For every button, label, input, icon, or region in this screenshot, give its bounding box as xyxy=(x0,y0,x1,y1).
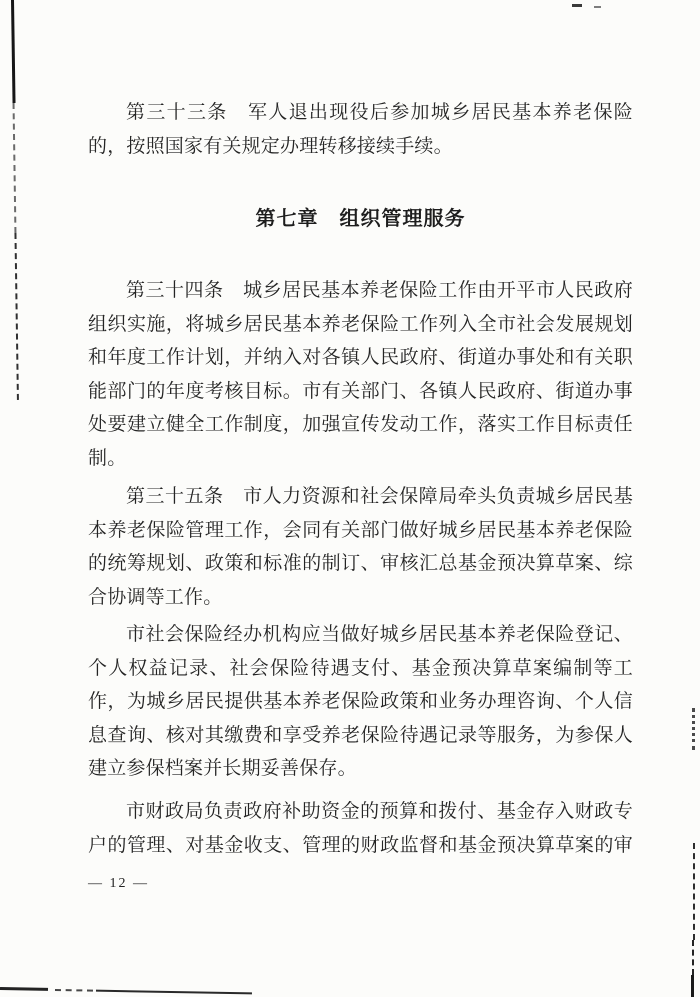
text-line: 能部门的年度考核目标。市有关部门、各镇人民政府、街道办事 xyxy=(88,380,633,402)
text-line: 合协调等工作。 xyxy=(88,586,223,608)
paragraph xyxy=(88,96,633,163)
paragraph xyxy=(88,618,633,786)
scan-artifact-right-edge-dots xyxy=(692,708,695,750)
text-line: 组织实施，将城乡居民基本养老保险工作列入全市社会发展规划 xyxy=(88,313,633,335)
scan-artifact-top-right-dash xyxy=(594,6,601,8)
text-line: 和年度工作计划，并纳入对各镇人民政府、街道办事处和有关职 xyxy=(88,347,633,368)
text-line: 处要建立健全工作制度，加强宣传发动工作，落实工作目标责任 xyxy=(88,414,633,435)
paragraph xyxy=(88,274,633,475)
text-line: 第七章 组织管理服务 xyxy=(255,208,466,230)
text-line: 第三十四条 城乡居民基本养老保险工作由开平市人民政府 xyxy=(126,280,633,301)
text-line: 的统筹规划、政策和标准的制订、审核汇总基金预决算草案、综 xyxy=(88,553,633,574)
scan-artifact-right-edge-line xyxy=(691,975,694,997)
text-line: 市社会保险经办机构应当做好城乡居民基本养老保险登记、 xyxy=(126,624,633,645)
text-line: 户的管理、对基金收支、管理的财政监督和基金预决算草案的审 xyxy=(88,834,633,856)
paragraph xyxy=(88,480,633,614)
scan-artifact-right-edge-line xyxy=(692,940,694,975)
scan-artifact-left-edge-line xyxy=(11,0,21,400)
text-line: 第三十三条 军人退出现役后参加城乡居民基本养老保险 xyxy=(126,102,633,123)
page-number: — 12 — xyxy=(88,876,149,891)
text-line: 个人权益记录、社会保险待遇支付、基金预决算草案编制等工 xyxy=(88,657,633,679)
scan-artifact-top-right-dash xyxy=(572,4,582,7)
text-line: 建立参保档案并长期妥善保存。 xyxy=(88,758,357,779)
chapter-heading xyxy=(88,203,633,237)
text-line: 息查询、核对其缴费和享受养老保险待遇记录等服务，为参保人 xyxy=(88,724,633,746)
scan-artifact-right-edge-line xyxy=(693,843,695,940)
paragraph xyxy=(88,795,633,862)
text-line: 制。 xyxy=(88,447,127,469)
text-line: 第三十五条 市人力资源和社会保障局牵头负责城乡居民基 xyxy=(126,486,633,507)
text-line: 市财政局负责政府补助资金的预算和拨付、基金存入财政专 xyxy=(126,801,633,822)
text-line: 的，按照国家有关规定办理转移接续手续。 xyxy=(88,135,453,157)
scan-artifact-bottom-edge-line xyxy=(0,987,252,995)
text-line: 本养老保险管理工作，会同有关部门做好城乡居民基本养老保险 xyxy=(88,519,633,541)
text-line: 作，为城乡居民提供基本养老保险政策和业务办理咨询、个人信 xyxy=(88,691,633,712)
